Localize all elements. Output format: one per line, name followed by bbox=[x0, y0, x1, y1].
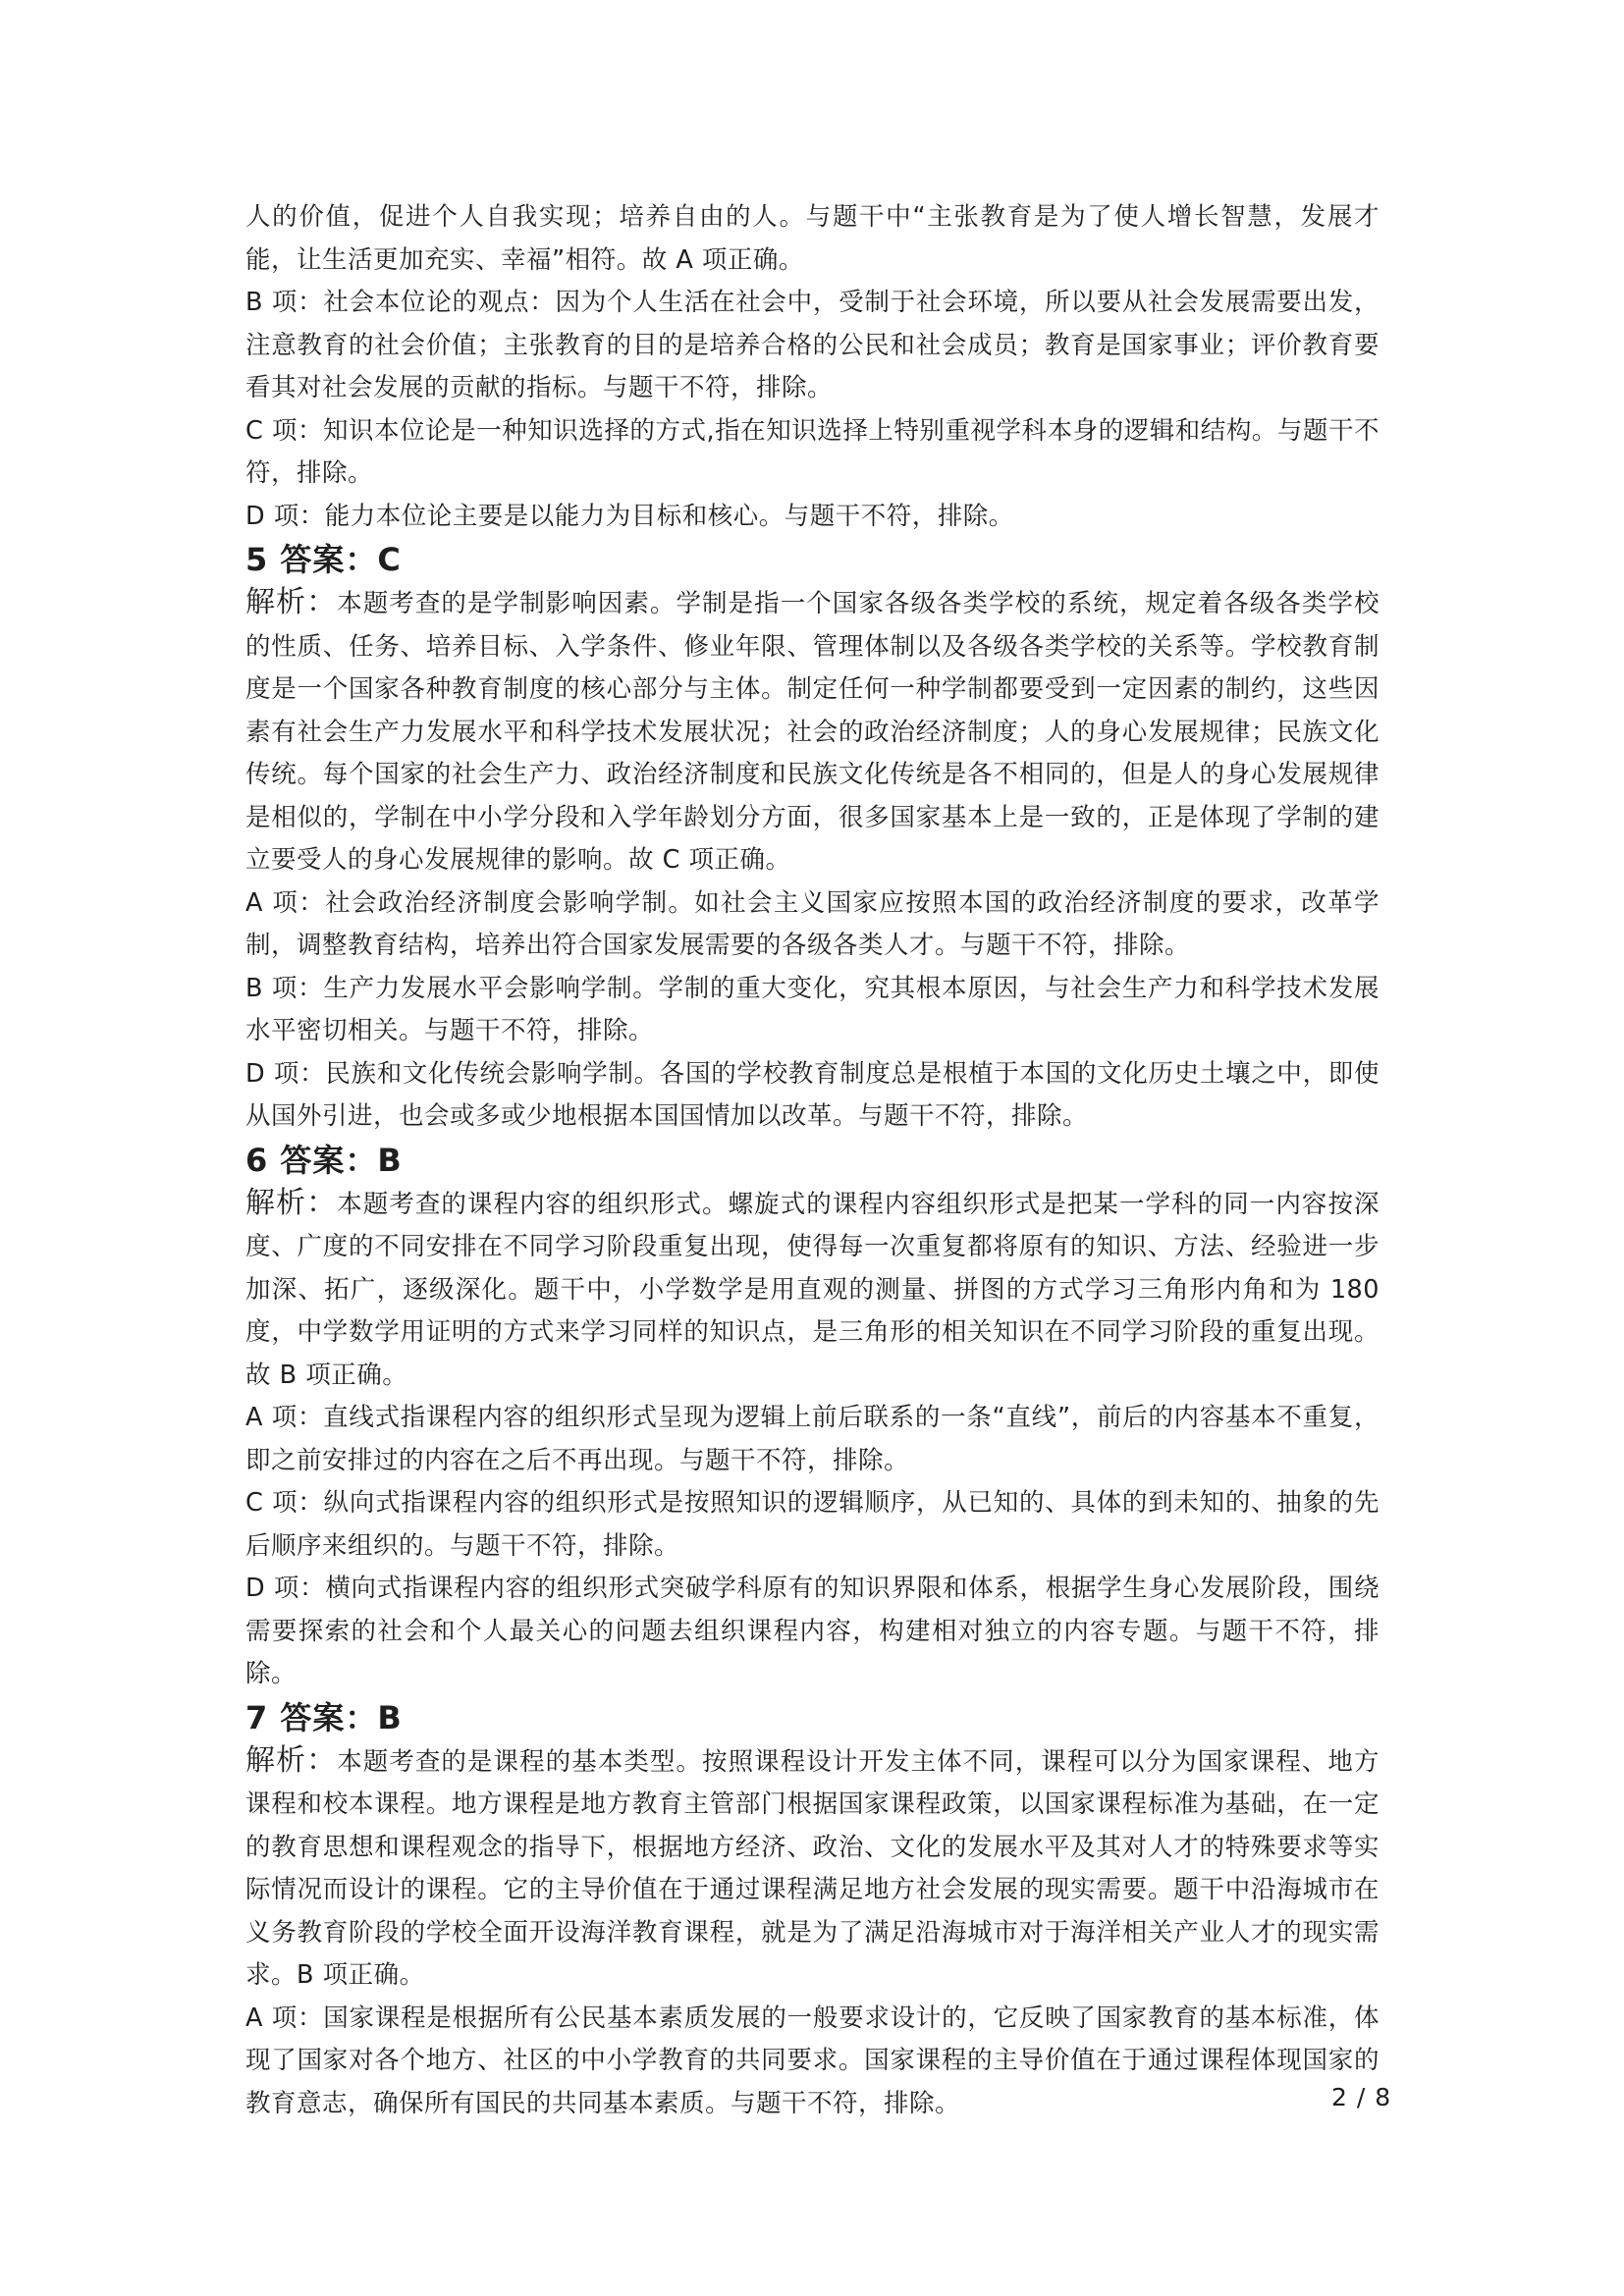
answer-heading: 6 答案：B bbox=[245, 1141, 403, 1179]
page-number: 2 / 8 bbox=[1331, 2083, 1392, 2111]
analysis-text: 本题考查的课程内容的组织形式。螺旋式的课程内容组织形式是把某一学科的同一内容按深度、广度的不同安排在不同学习阶段重复出现，使得每一次重复都将原有的知识、方法、经验进一步加深、拓广，逐级深化。题干中，小学数学是用直观的测量、拼图的方式学习三角形内角和为 180 度，中学数学用证明的方式来学习同样的知识点，是三角形的相关知识在不同学习阶段的重复出现。故 B 项正确。 bbox=[245, 1189, 1380, 1390]
answer-heading: 7 答案：B bbox=[245, 1698, 403, 1736]
document-body bbox=[245, 196, 1380, 2125]
analysis-paragraph bbox=[245, 1739, 1380, 1998]
analysis-label: 解析： bbox=[245, 585, 338, 619]
option-paragraph: A 项：直线式指课程内容的组织形式呈现为逻辑上前后联系的一条“直线”，前后的内容基本不重复，即之前安排过的内容在之后不再出现。与题干不符，排除。 bbox=[245, 1403, 1380, 1475]
option-paragraph: D 项：横向式指课程内容的组织形式突破学科原有的知识界限和体系，根据学生身心发展阶段，围绕需要探索的社会和个人最关心的问题去组织课程内容，构建相对独立的内容专题。与题干不符，排除。 bbox=[245, 1574, 1380, 1688]
analysis-text: 本题考查的是课程的基本类型。按照课程设计开发主体不同，课程可以分为国家课程、地方课程和校本课程。地方课程是地方教育主管部门根据国家课程政策，以国家课程标准为基础，在一定的教育思想和课程观念的指导下，根据地方经济、政治、文化的发展水平及其对人才的特殊要求等实际情况而设计的课程。它的主导价值在于通过课程满足地方社会发展的现实需要。题干中沿海城市在义务教育阶段的学校全面开设海洋教育课程，就是为了满足沿海城市对于海洋相关产业人才的现实需求。B 项正确。 bbox=[245, 1746, 1380, 1990]
option-paragraph: D 项：民族和文化传统会影响学制。各国的学校教育制度总是根植于本国的文化历史土壤之中，即使从国外引进，也会或多或少地根据本国国情加以改革。与题干不符，排除。 bbox=[245, 1058, 1380, 1131]
option-paragraph: 人的价值，促进个人自我实现；培养自由的人。与题干中“主张教育是为了使人增长智慧，发展才能，让生活更加充实、幸福”相符。故 A 项正确。 bbox=[245, 202, 1380, 275]
option-paragraph: B 项：社会本位论的观点：因为个人生活在社会中，受制于社会环境，所以要从社会发展需要出发，注意教育的社会价值；主张教育的目的是培养合格的公民和社会成员；教育是国家事业；评价教育要看其对社会发展的贡献的指标。与题干不符，排除。 bbox=[245, 288, 1380, 402]
answer-heading: 5 答案：C bbox=[245, 541, 402, 578]
option-paragraph: A 项：国家课程是根据所有公民基本素质发展的一般要求设计的，它反映了国家教育的基本标准，体现了国家对各个地方、社区的中小学教育的共同要求。国家课程的主导价值在于通过课程体现国家的教育意志，确保所有国民的共同基本素质。与题干不符，排除。 bbox=[245, 2002, 1380, 2118]
option-paragraph: A 项：社会政治经济制度会影响学制。如社会主义国家应按照本国的政治经济制度的要求，改革学制，调整教育结构，培养出符合国家发展需要的各级各类人才。与题干不符，排除。 bbox=[245, 887, 1380, 960]
option-paragraph: B 项：生产力发展水平会影响学制。学制的重大变化，究其根本原因，与社会生产力和科学技术发展水平密切相关。与题干不符，排除。 bbox=[245, 973, 1380, 1045]
analysis-paragraph bbox=[245, 1182, 1380, 1398]
analysis-paragraph bbox=[245, 581, 1380, 882]
option-paragraph: D 项：能力本位论主要是以能力为目标和核心。与题干不符，排除。 bbox=[245, 501, 1014, 531]
option-paragraph: C 项：纵向式指课程内容的组织形式是按照知识的逻辑顺序，从已知的、具体的到未知的、抽象的先后顺序来组织的。与题干不符，排除。 bbox=[245, 1488, 1380, 1561]
option-paragraph: C 项：知识本位论是一种知识选择的方式,指在知识选择上特别重视学科本身的逻辑和结构。与题干不符，排除。 bbox=[245, 415, 1380, 488]
analysis-label: 解析： bbox=[245, 1742, 338, 1778]
analysis-text: 本题考查的是学制影响因素。学制是指一个国家各级各类学校的系统，规定着各级各类学校的性质、任务、培养目标、入学条件、修业年限、管理体制以及各级各类学校的关系等。学校教育制度是一个国家各种教育制度的核心部分与主体。制定任何一种学制都要受到一定因素的制约，这些因素有社会生产力发展水平和科学技术发展状况；社会的政治经济制度；人的身心发展规律；民族文化传统。每个国家的社会生产力、政治经济制度和民族文化传统是各不相同的，但是人的身心发展规律是相似的，学制在中小学分段和入学年龄划分方面，很多国家基本上是一致的，正是体现了学制的建立要受人的身心发展规律的影响。故 C 项正确。 bbox=[245, 589, 1380, 875]
analysis-label: 解析： bbox=[245, 1185, 338, 1220]
